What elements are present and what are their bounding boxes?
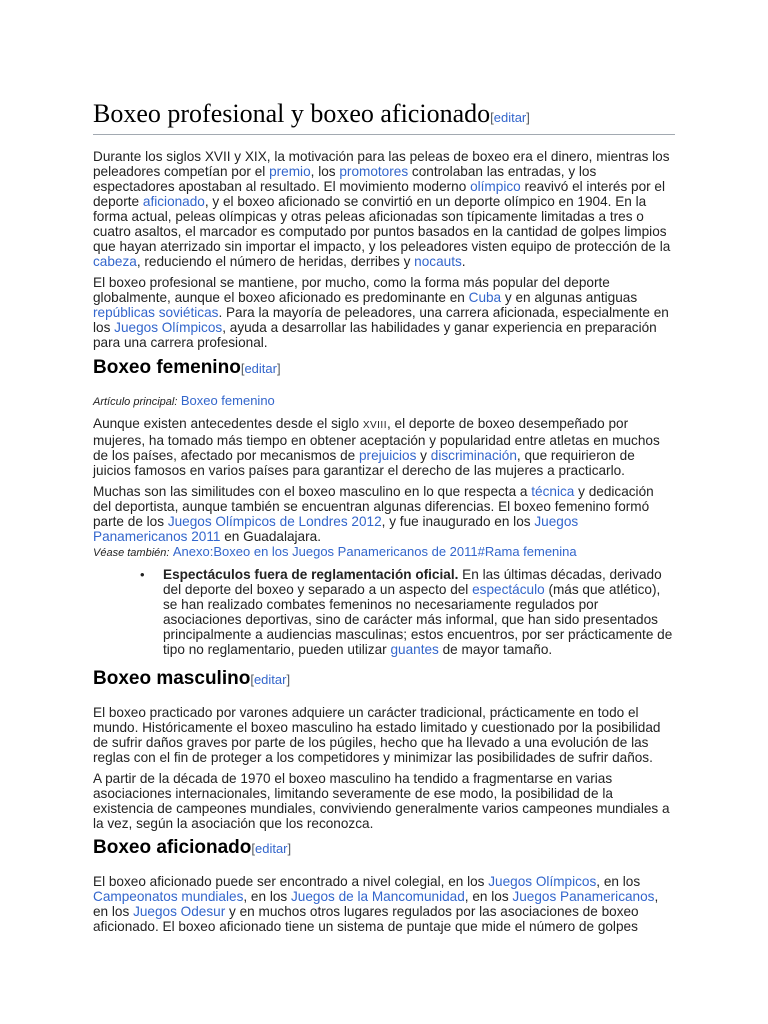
link-premio[interactable]: premio — [269, 164, 311, 179]
paragraph: Durante los siglos XVII y XIX, la motivación para las peleas de boxeo era el dinero, mientras los peleadores competían por el premio, los promotores controlaban las entradas, y los espectadores apostaban al resultado. El movimiento moderno olímpico reavivó el interés por el deporte aficionado, y el boxeo aficionado se convirtió en un deporte olímpico en 1904. En la forma actual, peleas olímpicas y otras peleas aficionadas son típicamente limitadas a tres o cuatro asaltos, el marcador es computado por puntos basados en la cantidad de golpes limpios que hayan aterrizado sin importar el impacto, y los peleadores visten equipo de protección de la cabeza, reduciendo el número de heridas, derribes y nocauts. — [93, 149, 671, 269]
section-title: Boxeo profesional y boxeo aficionado — [93, 99, 491, 128]
link-anexo-boxeo-panamericanos[interactable]: Anexo:Boxeo en los Juegos Panamericanos de 2011#Rama femenina — [172, 544, 577, 559]
edit-section-link[interactable]: editar — [244, 361, 277, 376]
link-prejuicios[interactable]: prejuicios — [358, 448, 417, 463]
link-republicas-sovieticas[interactable]: repúblicas soviéticas — [93, 305, 219, 320]
edit-section-link-wrapper: [editar] — [250, 672, 291, 687]
edit-section-link-wrapper: [editar] — [240, 361, 281, 376]
link-espectaculo[interactable]: espectáculo — [472, 582, 545, 597]
section-title: Boxeo femenino — [93, 357, 241, 378]
edit-section-link[interactable]: editar — [253, 672, 287, 687]
edit-section-link-wrapper: [editar] — [490, 110, 530, 125]
section-title: Boxeo aficionado — [93, 837, 252, 858]
article-body — [93, 98, 675, 934]
main-article-note: Artículo principal: Boxeo femenino — [93, 393, 275, 408]
see-also-note: Véase también: Anexo:Boxeo en los Juegos Panamericanos de 2011#Rama femenina — [93, 544, 577, 559]
paragraph: A partir de la década de 1970 el boxeo masculino ha tendido a fragmentarse en varias asociaciones internacionales, limitando severamente de ese modo, la posibilidad de la existencia de campeones mundiales, conviviendo generalmente varios campeones mundiales a la vez, según la asociación que los reconozca. — [93, 771, 670, 831]
link-guantes[interactable]: guantes — [390, 642, 439, 657]
link-campeonatos-mundiales[interactable]: Campeonatos mundiales — [93, 889, 244, 904]
section-heading-masculino — [93, 667, 675, 692]
link-promotores[interactable]: promotores — [339, 164, 409, 179]
link-discriminacion[interactable]: discriminación — [430, 448, 517, 463]
section-heading-profesional — [93, 98, 675, 135]
list-item: • Espectáculos fuera de reglamentación oficial. En las últimas décadas, derivado del deporte del boxeo y separado a un aspecto del espectáculo (más que atlético), se han realizado combates femeninos no necesariamente regulados por asociaciones deportivas, sino de carácter más informal, que han sido presentados principalmente a audiencias masculinas; estos encuentros, por ser prácticamente de tipo no reglamentario, pueden utilizar guantes de mayor tamaño. — [140, 567, 673, 657]
link-olimpico[interactable]: olímpico — [470, 179, 521, 194]
section-heading-aficionado — [93, 836, 675, 861]
link-nocauts[interactable]: nocauts — [414, 254, 462, 269]
link-juegos-londres-2012[interactable]: Juegos Olímpicos de Londres 2012 — [167, 514, 382, 529]
link-aficionado[interactable]: aficionado — [142, 194, 205, 209]
section-heading-femenino — [93, 356, 675, 381]
paragraph: El boxeo practicado por varones adquiere un carácter tradicional, prácticamente en todo el mundo. Históricamente el boxeo masculino ha estado limitado y cuestionado por la posibilidad de sufrir daños graves por parte de los púgiles, hecho que ha llevado a una evolución de las reglas con el fin de proteger a los competidores y minimizar las posibilidades de sufrir daños. — [93, 705, 661, 765]
link-tecnica[interactable]: técnica — [531, 484, 575, 499]
edit-section-link[interactable]: editar — [254, 841, 288, 856]
link-juegos-panamericanos-2011[interactable]: Juegos Panamericanos 2011 — [93, 514, 579, 544]
link-juegos-mancomunidad[interactable]: Juegos de la Mancomunidad — [290, 889, 465, 904]
bullet-list — [93, 567, 675, 657]
edit-section-link[interactable]: editar — [493, 110, 527, 125]
link-cabeza[interactable]: cabeza — [93, 254, 137, 269]
link-juegos-olimpicos[interactable]: Juegos Olímpicos — [114, 320, 223, 335]
paragraph: El boxeo profesional se mantiene, por mucho, como la forma más popular del deporte globalmente, aunque el boxeo aficionado es predominante en Cuba y en algunas antiguas repúblicas soviéticas. Para la mayoría de peleadores, una carrera aficionada, especialmente en los Juegos Olímpicos, ayuda a desarrollar las habilidades y ganar experiencia en preparación para una carrera profesional. — [93, 275, 669, 350]
link-juegos-panamericanos[interactable]: Juegos Panamericanos — [512, 889, 655, 904]
paragraph: Aunque existen antecedentes desde el siglo XVIII, el deporte de boxeo desempeñado por mujeres, ha tomado más tiempo en obtener aceptación y popularidad entre atletas en muchos de los países, afectado por mecanismos de prejuicios y discriminación, que requirieron de juicios famosos en varios países para garantizar el derecho de las mujeres a practicarlo. — [93, 416, 660, 478]
link-juegos-odesur[interactable]: Juegos Odesur — [133, 904, 226, 919]
paragraph: El boxeo aficionado puede ser encontrado a nivel colegial, en los Juegos Olímpicos, en los Campeonatos mundiales, en los Juegos de la Mancomunidad, en los Juegos Panamericanos, en los Juegos Odesur y en muchos otros lugares regulados por las asociaciones de boxeo aficionado. El boxeo aficionado tiene un sistema de puntaje que mide el número de golpes — [93, 874, 659, 934]
bullet-icon: • — [140, 567, 145, 582]
link-juegos-olimpicos-2[interactable]: Juegos Olímpicos — [488, 874, 597, 889]
paragraph: Muchas son las similitudes con el boxeo masculino en lo que respecta a técnica y dedicación del deportista, aunque también se encuentran algunas diferencias. El boxeo femenino formó parte de los Juegos Olímpicos de Londres 2012, y fue inaugurado en los Juegos Panamericanos 2011 en Guadalajara. — [93, 484, 654, 544]
link-boxeo-femenino[interactable]: Boxeo femenino — [180, 393, 275, 408]
section-title: Boxeo masculino — [93, 668, 251, 689]
link-cuba[interactable]: Cuba — [468, 290, 502, 305]
edit-section-link-wrapper: [editar] — [251, 841, 292, 856]
